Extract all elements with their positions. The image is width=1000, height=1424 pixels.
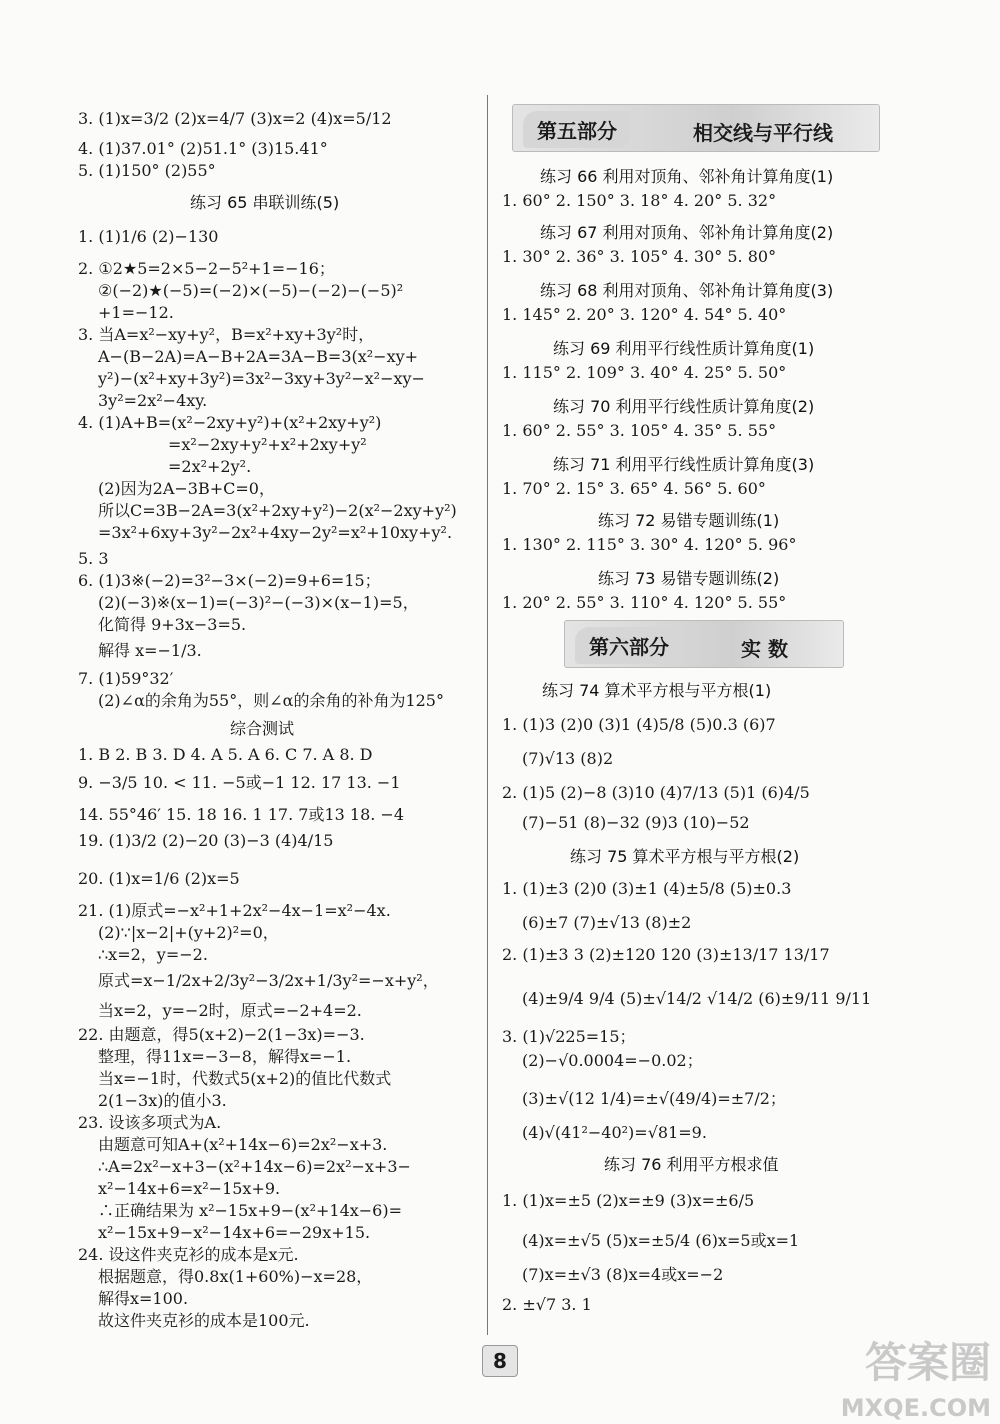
part-six-label: 第六部分	[575, 627, 683, 664]
answer-line: 由题意可知A+(x²+14x−6)=2x²−x+3.	[98, 1135, 388, 1154]
answer-line: 原式=x−1/2x+2/3y²−3/2x+1/3y²=−x+y²，	[98, 971, 439, 990]
answer-line: 故这件夹克衫的成本是100元.	[98, 1311, 310, 1330]
answer-line: 2. ①2★5=2×5−2−5²+1=−16；	[78, 259, 335, 278]
answer-line: (2)∠α的余角为55°，则∠α的余角的补角为125°	[98, 691, 444, 710]
exercise-title-75: 练习 75 算术平方根与平方根(2)	[570, 847, 800, 866]
answer-line: (2)−√0.0004=−0.02；	[522, 1051, 703, 1070]
answer-line: 23. 设该多项式为A.	[78, 1113, 222, 1132]
answer-line: (2)∵|x−2|+(y+2)²=0，	[98, 923, 279, 942]
answer-line: 6. (1)3※(−2)=3²−3×(−2)=9+6=15；	[78, 571, 381, 590]
answer-line: 解得 x=−1/3.	[98, 641, 202, 660]
answer-line: =x²−2xy+y²+x²+2xy+y²	[168, 435, 367, 454]
exercise-title: 练习 71 利用平行线性质计算角度(3)	[553, 455, 815, 474]
answer-line: 2. ±√7 3. 1	[502, 1295, 592, 1314]
exercise-answers: 1. 115° 2. 109° 3. 40° 4. 25° 5. 50°	[502, 363, 787, 382]
answer-line: ∴x=2，y=−2.	[98, 945, 208, 964]
exercise-answers: 1. 145° 2. 20° 3. 120° 4. 54° 5. 40°	[502, 305, 787, 324]
answer-line: (4)√(41²−40²)=√81=9.	[522, 1123, 707, 1142]
answer-line: 24. 设这件夹克衫的成本是x元.	[78, 1245, 299, 1264]
exercise-title: 练习 69 利用平行线性质计算角度(1)	[553, 339, 815, 358]
answer-line: 7. (1)59°32′	[78, 669, 174, 688]
answer-line: 1. B 2. B 3. D 4. A 5. A 6. C 7. A 8. D	[78, 745, 373, 764]
answer-line: 3. (1)x=3/2 (2)x=4/7 (3)x=2 (4)x=5/12	[78, 109, 392, 128]
exercise-title: 练习 67 利用对顶角、邻补角计算角度(2)	[540, 223, 834, 242]
answer-line: 21. (1)原式=−x²+1+2x²−4x−1=x²−4x.	[78, 901, 391, 920]
answer-line: 当x=−1时，代数式5(x+2)的值比代数式	[98, 1069, 392, 1088]
answer-line: 5. (1)150° (2)55°	[78, 161, 216, 180]
exercise-title-76: 练习 76 利用平方根求值	[604, 1155, 779, 1174]
answer-line: +1=−12.	[98, 303, 174, 322]
answer-line: 3. 当A=x²−xy+y²，B=x²+xy+3y²时，	[78, 325, 375, 344]
answer-line: ②(−2)★(−5)=(−2)×(−5)−(−2)−(−5)²	[98, 281, 404, 300]
watermark-logo	[835, 1330, 995, 1422]
exercise-answers: 1. 130° 2. 115° 3. 30° 4. 120° 5. 96°	[502, 535, 797, 554]
answer-line: (2)(−3)※(x−1)=(−3)²−(−3)×(x−1)=5，	[98, 593, 419, 612]
answer-line: 4. (1)A+B=(x²−2xy+y²)+(x²+2xy+y²)	[78, 413, 382, 432]
answer-line: 20. (1)x=1/6 (2)x=5	[78, 869, 240, 888]
part-five-label: 第五部分	[523, 111, 631, 148]
exercise-title: 练习 66 利用对顶角、邻补角计算角度(1)	[540, 167, 834, 186]
answer-line: (3)±√(12 1/4)=±√(49/4)=±7/2；	[522, 1089, 786, 1108]
watermark-text: 答案圈	[864, 1338, 991, 1387]
answer-line: 2. (1)5 (2)−8 (3)10 (4)7/13 (5)1 (6)4/5	[502, 783, 810, 802]
exercise-title: 练习 73 易错专题训练(2)	[598, 569, 780, 588]
exercise-answers: 1. 60° 2. 55° 3. 105° 4. 35° 5. 55°	[502, 421, 777, 440]
answer-line: 2. (1)±3 3 (2)±120 120 (3)±13/17 13/17	[502, 945, 830, 964]
answer-line: (4)±9/4 9/4 (5)±√14/2 √14/2 (6)±9/11 9/11	[522, 989, 872, 1008]
answer-line: (7)x=±√3 (8)x=4或x=−2	[522, 1265, 724, 1284]
exercise-title-74: 练习 74 算术平方根与平方根(1)	[542, 681, 772, 700]
page-number: 8	[482, 1345, 518, 1377]
answer-line: x²−14x+6=x²−15x+9.	[98, 1179, 281, 1198]
answer-line: ∴正确结果为 x²−15x+9−(x²+14x−6)=	[98, 1201, 403, 1220]
exercise-answers: 1. 70° 2. 15° 3. 65° 4. 56° 5. 60°	[502, 479, 766, 498]
answer-line: =2x²+2y².	[168, 457, 252, 476]
answer-line: 根据题意，得0.8x(1+60%)−x=28，	[98, 1267, 373, 1286]
answer-line: 当x=2，y=−2时，原式=−2+4=2.	[98, 1001, 362, 1020]
answer-line: (7)√13 (8)2	[522, 749, 614, 768]
answer-line: 所以C=3B−2A=3(x²+2xy+y²)−2(x²−2xy+y²)	[98, 501, 457, 520]
answer-line: 1. (1)±3 (2)0 (3)±1 (4)±5/8 (5)±0.3	[502, 879, 792, 898]
answer-line: 1. (1)1/6 (2)−130	[78, 227, 219, 246]
answer-line: (4)x=±√5 (5)x=±5/4 (6)x=5或x=1	[522, 1231, 800, 1250]
column-divider	[487, 95, 488, 1335]
answer-line: (6)±7 (7)±√13 (8)±2	[522, 913, 692, 932]
exercise-title: 练习 72 易错专题训练(1)	[598, 511, 780, 530]
answer-line: 1. (1)3 (2)0 (3)1 (4)5/8 (5)0.3 (6)7	[502, 715, 776, 734]
exercise-answers: 1. 60° 2. 150° 3. 18° 4. 20° 5. 32°	[502, 191, 777, 210]
part-five-banner	[512, 104, 880, 152]
answer-line: (7)−51 (8)−32 (9)3 (10)−52	[522, 813, 750, 832]
answer-line: 3y²=2x²−4xy.	[98, 391, 208, 410]
answer-line: x²−15x+9−x²−14x+6=−29x+15.	[98, 1223, 371, 1242]
answer-line: 9. −3/5 10. < 11. −5或−1 12. 17 13. −1	[78, 773, 401, 792]
answer-line: (2)因为2A−3B+C=0，	[98, 479, 275, 498]
section-title-65: 练习 65 串联训练(5)	[190, 193, 340, 212]
watermark-url: MXQE.COM	[840, 1394, 991, 1422]
answer-line: 4. (1)37.01° (2)51.1° (3)15.41°	[78, 139, 328, 158]
part-six-banner	[564, 620, 844, 668]
answer-line: ∴A=2x²−x+3−(x²+14x−6)=2x²−x+3−	[98, 1157, 411, 1176]
answer-line: 19. (1)3/2 (2)−20 (3)−3 (4)4/15	[78, 831, 334, 850]
answer-line: =3x²+6xy+3y²−2x²+4xy−2y²=x²+10xy+y².	[98, 523, 453, 542]
answer-line: 化简得 9+3x−3=5.	[98, 615, 247, 634]
answer-line: 解得x=100.	[98, 1289, 189, 1308]
part-five-title: 相交线与平行线	[693, 121, 833, 145]
answer-line: y²)−(x²+xy+3y²)=3x²−3xy+3y²−x²−xy−	[98, 369, 425, 388]
answer-line: 1. (1)x=±5 (2)x=±9 (3)x=±6/5	[502, 1191, 755, 1210]
exercise-answers: 1. 20° 2. 55° 3. 110° 4. 120° 5. 55°	[502, 593, 787, 612]
exercise-answers: 1. 30° 2. 36° 3. 105° 4. 30° 5. 80°	[502, 247, 777, 266]
answer-line: A−(B−2A)=A−B+2A=3A−B=3(x²−xy+	[98, 347, 419, 366]
answer-line: 5. 3	[78, 549, 109, 568]
answer-line: 22. 由题意，得5(x+2)−2(1−3x)=−3.	[78, 1025, 365, 1044]
exercise-title: 练习 70 利用平行线性质计算角度(2)	[553, 397, 815, 416]
answer-line: 整理，得11x=−3−8，解得x=−1.	[98, 1047, 352, 1066]
answer-line: 3. (1)√225=15；	[502, 1027, 636, 1046]
exercise-title: 练习 68 利用对顶角、邻补角计算角度(3)	[540, 281, 834, 300]
answer-line: 14. 55°46′ 15. 18 16. 1 17. 7或13 18. −4	[78, 805, 405, 824]
answer-line: 2(1−3x)的值小3.	[98, 1091, 227, 1110]
part-six-title: 实 数	[741, 637, 788, 661]
section-title-test: 综合测试	[230, 719, 295, 738]
